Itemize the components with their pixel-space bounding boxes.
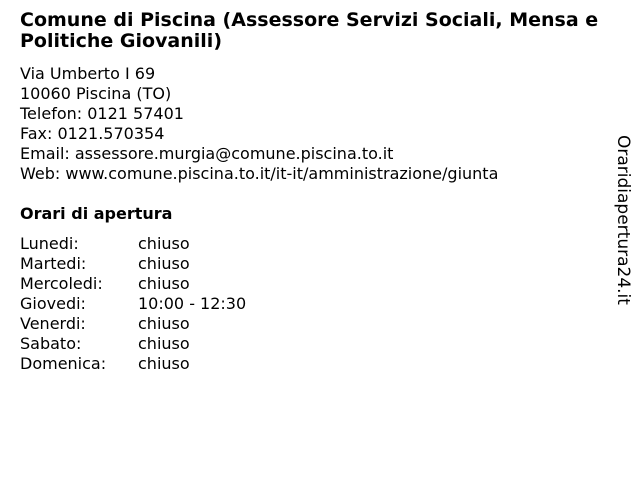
- day-hours: chiuso: [138, 274, 190, 293]
- day-hours: chiuso: [138, 354, 190, 373]
- day-label: Domenica:: [20, 354, 107, 373]
- phone-line: Telefon: 0121 57401: [20, 104, 184, 123]
- address-street: Via Umberto I 69: [20, 64, 156, 83]
- email-line: Email: assessore.murgia@comune.piscina.to.it: [20, 144, 394, 163]
- day-label: Mercoledi:: [20, 274, 103, 293]
- page-title: Comune di Piscina (Assessore Servizi Sociali, Mensa e Politiche Giovanili): [20, 9, 599, 52]
- day-hours: chiuso: [138, 314, 190, 333]
- address-city: 10060 Piscina (TO): [20, 84, 172, 103]
- web-line: Web: www.comune.piscina.to.it/it-it/amministrazione/giunta: [20, 164, 499, 183]
- day-label: Venerdi:: [20, 314, 86, 333]
- fax-line: Fax: 0121.570354: [20, 124, 165, 143]
- site-watermark: Oraridiapertura24.it: [613, 135, 633, 305]
- day-hours: 10:00 - 12:30: [138, 294, 247, 313]
- hours-row-monday: [20, 234, 246, 254]
- opening-hours-table: [20, 234, 246, 374]
- opening-hours-heading: Orari di apertura: [20, 204, 173, 223]
- day-hours: chiuso: [138, 254, 190, 273]
- hours-row-saturday: [20, 334, 246, 354]
- hours-row-wednesday: [20, 274, 246, 294]
- day-label: Martedi:: [20, 254, 87, 273]
- day-label: Sabato:: [20, 334, 82, 353]
- contact-block: [20, 64, 498, 184]
- hours-row-tuesday: [20, 254, 246, 274]
- day-hours: chiuso: [138, 334, 190, 353]
- day-hours: chiuso: [138, 234, 190, 253]
- hours-row-sunday: [20, 354, 246, 374]
- day-label: Giovedi:: [20, 294, 86, 313]
- hours-row-thursday: [20, 294, 246, 314]
- hours-row-friday: [20, 314, 246, 334]
- day-label: Lunedi:: [20, 234, 79, 253]
